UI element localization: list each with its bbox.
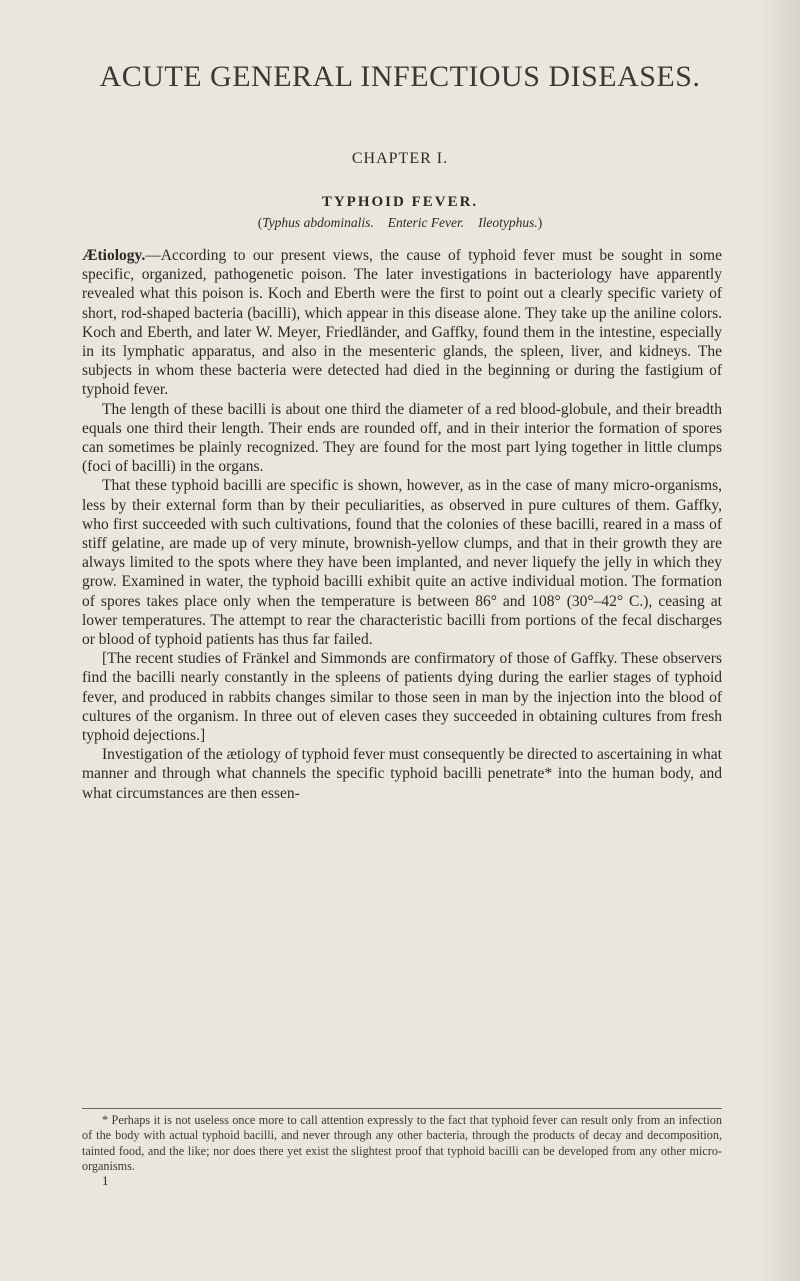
running-head: ACUTE GENERAL INFECTIOUS DISEASES. <box>99 60 701 93</box>
synonyms-open: ( <box>257 215 263 230</box>
section-title: TYPHOID FEVER. <box>321 194 479 210</box>
page-edge-shadow <box>760 0 800 1281</box>
footnote: * Perhaps it is not useless once more to call attention expressly to the fact that typhoid fever can result only from an infection of the body with actual typhoid bacilli, and never through any other bacteria, through the products of decay and decomposition, tainted food, and the like; nor does there yet exist the slightest proof that typhoid bacilli can be developed from any other micro-organisms. <box>82 1113 722 1173</box>
synonym-1: Typhus abdominalis. <box>262 215 374 230</box>
chapter-heading: CHAPTER I. <box>351 150 449 167</box>
paragraph-fraenkel: [The recent studies of Fränkel and Simmonds are confirmatory of those of Gaffky. These observers find the bacilli nearly constantly in the spleens of patients dying during the earlier stages of typhoid fever, and produced in rabbits changes similar to those seen in man by the injection into the blood of cultures of the organism. In three out of eleven cases they succeeded in obtaining cultures from fresh typhoid dejections.] <box>82 650 722 745</box>
synonyms-line <box>0 215 800 231</box>
paragraph-bacilli-size: The length of these bacilli is about one third the diameter of a red blood-globule, and their breadth equals one third their length. Their ends are rounded off, and in their interior the formation of spores can sometimes be plainly recognized. They are found for the most part lying together in little clumps (foci of bacilli) in the organs. <box>82 400 722 476</box>
paragraph-cultures: That these typhoid bacilli are specific is shown, however, as in the case of many micro-organisms, less by their external form than by their peculiarities, as observed in pure cultures of them. Gaffky, who first succeeded with such cultivations, found that the colonies of these bacilli, reared in a mass of stiff gelatine, are made up of very minute, brownish-yellow clumps, and that in their growth they are always limited to the spots where they have been implanted, and never liquefy the jelly in which they grow. Examined in water, the typhoid bacilli exhibit quite an active individual motion. The formation of spores takes place only when the temperature is between 86° and 108° (30°–42° C.), ceasing at lower temperatures. The attempt to rear the characteristic bacilli from portions of the fecal discharges or blood of typhoid patients has thus far failed. <box>82 477 722 649</box>
paragraph-text: —According to our present views, the cause of typhoid fever must be sought in some specific, organized, pathogenetic poison. The later investigations in bacteriology have apparently revealed what this poison is. Koch and Eberth were the first to point out a clearly specific variety of short, rod-shaped bacteria (bacilli), which appear in this disease alone. They take up the aniline colors. Koch and Eberth, and later W. Meyer, Friedländer, and Gaffky, found them in the intestine, especially in its lymphatic apparatus, and also in the mesenteric glands, the spleen, liver, and kidneys. The subjects in whom these bacteria were detected had died in the beginning or during the fastigium of typhoid fever. <box>82 247 722 399</box>
paragraph-aetiology <box>82 246 722 400</box>
synonym-2: Enteric Fever. <box>387 215 465 230</box>
body-text <box>82 246 722 803</box>
paragraph-investigation: Investigation of the ætiology of typhoid fever must consequently be directed to ascertaining in what manner and through what channels the specific typhoid bacilli penetrate* into the human body, and what circumstances are then essen- <box>82 746 722 802</box>
synonyms-close: ) <box>537 215 543 230</box>
footnote-rule <box>82 1108 722 1109</box>
page-number: 1 <box>102 1173 109 1188</box>
paragraph-lead: Ætiology. <box>82 247 146 264</box>
synonym-3: Ileotyphus. <box>478 215 538 230</box>
